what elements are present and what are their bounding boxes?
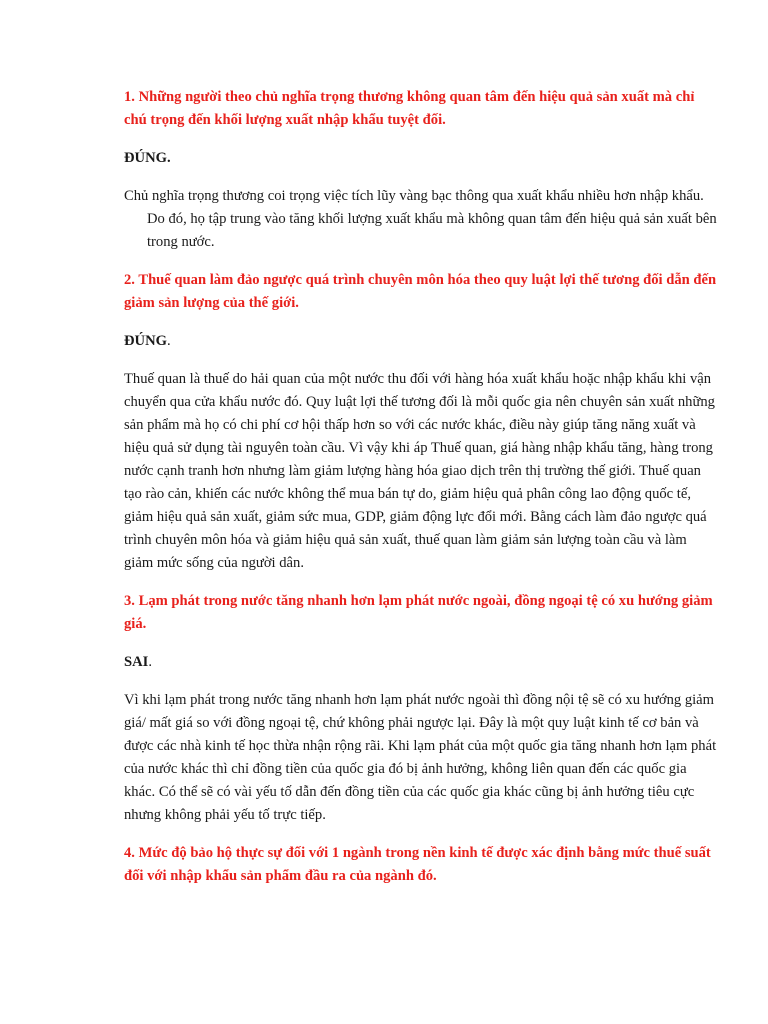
question-3: 3. Lạm phát trong nước tăng nhanh hơn lạm phát nước ngoài, đồng ngoại tệ có xu hướng giảm giá.	[124, 593, 713, 632]
verdict-3-text: SAI	[124, 654, 149, 670]
verdict-2-text: ĐÚNG	[124, 333, 167, 349]
verdict-3	[124, 651, 718, 674]
verdict-3-period: .	[148, 654, 152, 670]
explanation-3: Vì khi lạm phát trong nước tăng nhanh hơn lạm phát nước ngoài thì đồng nội tệ sẽ có xu hướng giảm giá/ mất giá so với đồng ngoại tệ, chứ không phải ngược lại. Đây là một quy luật kinh tế cơ bản và được các nhà kinh tế học thừa nhận rộng rãi. Khi lạm phát của một quốc gia tăng nhanh hơn lạm phát của nước khác thì chỉ đồng tiền của quốc gia đó bị ảnh hưởng, không liên quan đến các quốc gia khác. Có thể sẽ có vài yếu tố dẫn đến đồng tiền của các quốc gia khác cũng bị ảnh hưởng tiêu cực nhưng không phải yếu tố trực tiếp.	[124, 692, 717, 823]
explanation-2: Thuế quan là thuế do hải quan của một nước thu đối với hàng hóa xuất khẩu hoặc nhập khẩu khi vận chuyển qua cửa khẩu nước đó. Quy luật lợi thế tương đối là mỗi quốc gia nên chuyên sản xuất những sản phẩm mà họ có chi phí cơ hội thấp hơn so với các nước khác, điều này giúp tăng năng xuất và hiệu quả sử dụng tài nguyên toàn cầu. Vì vậy khi áp Thuế quan, giá hàng nhập khẩu tăng, hàng trong nước cạnh tranh hơn nhưng làm giảm lượng hàng hóa giao dịch trên thị trường thế giới. Thuế quan tạo rào cản, khiến các nước không thể mua bán tự do, giảm hiệu quả phân công lao động quốc tế, giảm hiệu quả sản xuất, giảm sức mua, GDP, giảm động lực đổi mới. Bằng cách làm đảo ngược quá trình chuyên môn hóa và giảm hiệu quả sản xuất, thuế quan làm giảm sản lượng toàn cầu và làm giảm mức sống của người dân.	[124, 371, 715, 571]
question-1: 1. Những người theo chủ nghĩa trọng thương không quan tâm đến hiệu quả sản xuất mà chỉ chú trọng đến khối lượng xuất nhập khẩu tuyệt đối.	[124, 89, 695, 128]
explanation-1: Chủ nghĩa trọng thương coi trọng việc tích lũy vàng bạc thông qua xuất khẩu nhiều hơn nhập khẩu. Do đó, họ tập trung vào tăng khối lượng xuất khẩu mà không quan tâm đến hiệu quả sản xuất bên trong nước.	[124, 188, 717, 250]
verdict-1-text: ĐÚNG.	[124, 150, 171, 166]
question-4: 4. Mức độ bảo hộ thực sự đối với 1 ngành trong nền kinh tế được xác định bằng mức thuế suất đối với nhập khẩu sản phẩm đầu ra của ngành đó.	[124, 845, 711, 884]
document-page	[124, 86, 718, 903]
question-2: 2. Thuế quan làm đảo ngược quá trình chuyên môn hóa theo quy luật lợi thế tương đối dẫn đến giảm sản lượng của thế giới.	[124, 272, 717, 311]
verdict-1	[124, 147, 718, 170]
verdict-2-period: .	[166, 333, 171, 349]
verdict-2	[124, 330, 718, 353]
